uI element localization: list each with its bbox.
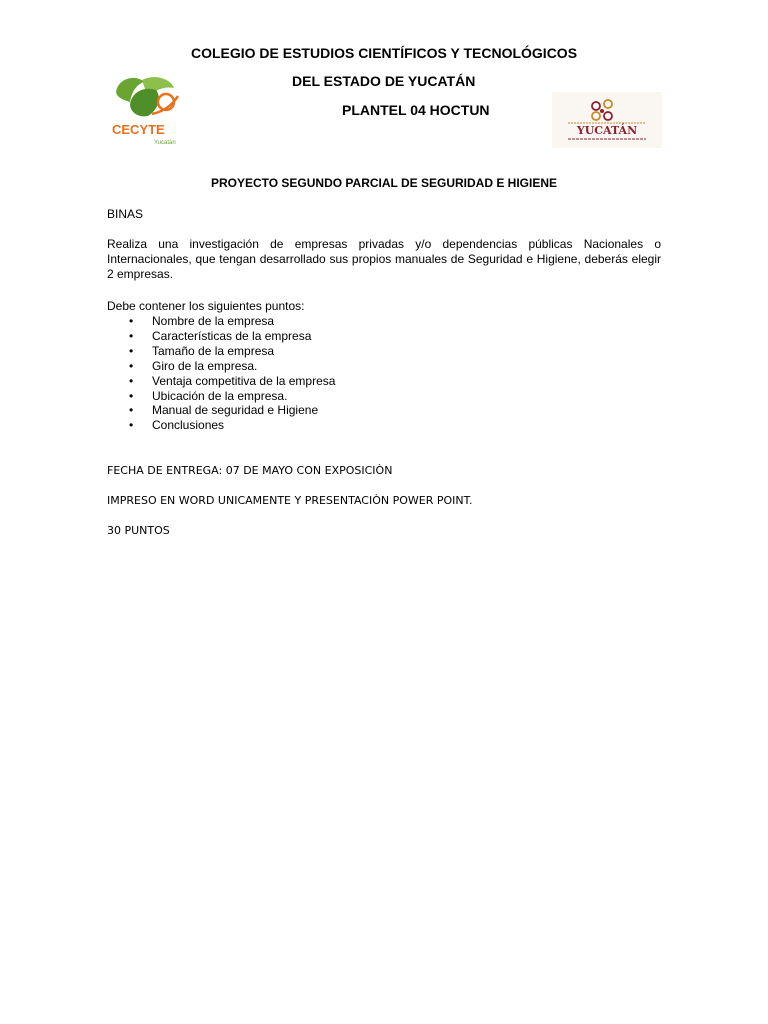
instructions-paragraph: Realiza una investigación de empresas privadas y/o dependencias públicas Nacionales o Internacionales, que tengan desarrollado sus propios manuales de Seguridad e Higiene, deberás elegir 2 empresas. [107, 237, 661, 281]
school-name-line-1: COLEGIO DE ESTUDIOS CIENTÍFICOS Y TECNOLÓGICOS [190, 45, 578, 61]
school-name-line-2: DEL ESTADO DE YUCATÁN [292, 73, 476, 89]
list-item: • Manual de seguridad e Higiene [107, 403, 335, 418]
campus-name: PLANTEL 04 HOCTUN [342, 102, 490, 118]
points-intro: Debe contener los siguientes puntos: [107, 299, 305, 313]
list-item: • Ubicación de la empresa. [107, 389, 335, 404]
cecyte-wordmark: CECYTE [112, 122, 165, 137]
list-item: • Nombre de la empresa [107, 314, 335, 329]
yucatan-logo [552, 92, 662, 148]
list-item: • Giro de la empresa. [107, 359, 335, 374]
points-list [107, 314, 335, 433]
list-item: • Ventaja competitiva de la empresa [107, 374, 335, 389]
list-item: • Tamaño de la empresa [107, 344, 335, 359]
project-title: PROYECTO SEGUNDO PARCIAL DE SEGURIDAD E HIGIENE [210, 176, 558, 190]
cecyte-logo [108, 72, 188, 148]
delivery-format: IMPRESO EN WORD UNICAMENTE Y PRESENTACIÒN POWER POINT. [107, 494, 473, 507]
work-mode: BINAS [107, 207, 144, 221]
list-item: • Características de la empresa [107, 329, 335, 344]
due-date: FECHA DE ENTREGA: 07 DE MAYO CON EXPOSICIÒN [107, 464, 393, 477]
score: 30 PUNTOS [107, 524, 170, 537]
list-item: • Conclusiones [107, 418, 335, 433]
cecyte-subtext: Yucatán [154, 140, 176, 146]
yucatan-wordmark: YUCATÁN [576, 124, 638, 137]
